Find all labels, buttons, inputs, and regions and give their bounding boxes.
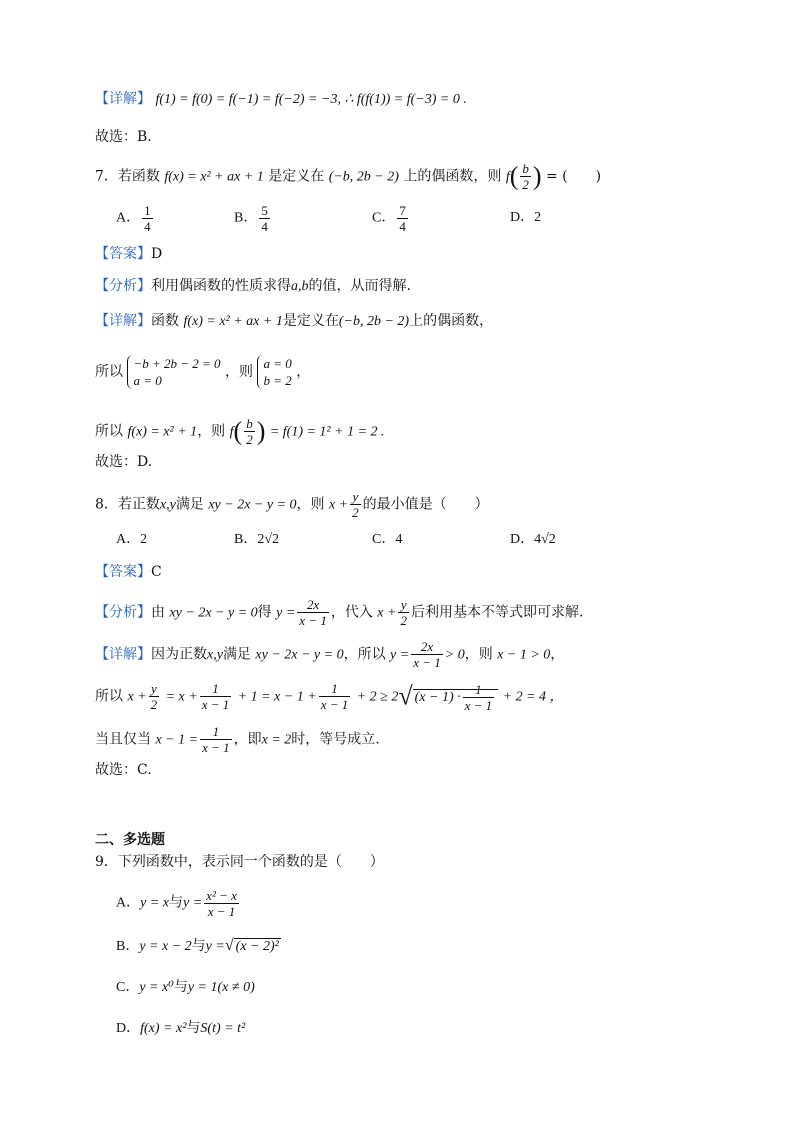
q7-stem-pre: 7．若函数 <box>95 168 160 185</box>
q7-choose: 故选：D. <box>95 454 153 470</box>
q7-system-line: 所以 −b + 2b − 2 = 0 a = 0 ，则 a = 0 b = 2 ， <box>95 356 311 388</box>
q7-analysis: 【分析】利用偶函数的性质求得a,b的值，从而得解. <box>95 278 411 294</box>
analysis-tag: 【分析】 <box>95 278 151 294</box>
q8-option-d: D．4√2 <box>510 532 556 547</box>
q7-stem-f: f <box>505 169 510 185</box>
q8-option-c: C．4 <box>372 532 403 547</box>
q7-stem-mid: 是定义在 <box>268 168 325 185</box>
q7-system-2: a = 0 b = 2 <box>257 355 291 389</box>
q8-detail: 【详解】因为正数x,y满足 xy − 2x − y = 0，所以 y = $\frac{2x}{x - 1}$ > 0，则 x − 1 > 0， <box>95 639 565 670</box>
q7-stem-func: f(x) = x² + ax + 1 <box>164 169 264 185</box>
q7-option-a: A． $\frac{1}{4}$ <box>116 203 151 234</box>
q7-result-line: 所以 f(x) = x² + 1，则 f( $\frac{b}{2}$ ) = f(1) = 1² + 1 = 2 . <box>95 416 385 447</box>
q7-stem-end: = ( ) <box>546 168 602 185</box>
q6-detail-line <box>95 89 467 110</box>
q6-choose: 故选：B. <box>95 129 152 145</box>
q7-system-1: −b + 2b − 2 = 0 a = 0 <box>127 355 220 389</box>
q8-calc: 所以 x + $\frac{y}{2}$ = x + $\frac{1}{x - 1}$ + 1 = x − 1 + $\frac{1}{x - 1}$ + 2 ≥ 2√ (x − 1) · $\frac{1}{x - 1}$ + 2 = 4 ， <box>95 681 564 713</box>
answer-tag: 【答案】 <box>95 246 151 262</box>
q7-stem-interval: (−b, 2b − 2) <box>328 169 399 185</box>
q9-option-a: A．y = x与y = $\frac{\text{x² − x}}{x - 1}$ <box>116 888 237 919</box>
q9-option-c: C．y = x⁰与y = 1(x ≠ 0) <box>116 980 255 995</box>
q7-detail: 【详解】函数 f(x) = x² + ax + 1是定义在(−b, 2b − 2)上的偶函数， <box>95 313 494 329</box>
q6-detail-math: f(1) = f(0) = f(−1) = f(−2) = −3, ∴ f(f(1)) = f(−3) = 0 . <box>155 92 467 107</box>
q8-analysis: 【分析】由 xy − 2x − y = 0得 y = $\frac{2x}{x - 1}$ ，代入 x + $\frac{y}{2}$ 后利用基本不等式即可求解. <box>95 597 584 628</box>
q7-stem: 7．若函数 f(x) = x² + ax + 1 是定义在 (−b, 2b − 2) 上的偶函数，则 f( $\frac{b}{2}$ ) = ( ) <box>95 161 602 192</box>
q8-option-b: B．2√2 <box>234 532 280 547</box>
q7-stem-post: 上的偶函数，则 <box>403 168 502 185</box>
q8-equality: 当且仅当 x − 1 = $\frac{1}{x - 1}$ ，即x = 2时，等号成立. <box>95 724 380 755</box>
q7-option-d: D．2 <box>510 210 542 225</box>
q8-answer: 【答案】C <box>95 564 162 580</box>
q9-option-d: D．f(x) = x²与S(t) = t² <box>116 1021 246 1036</box>
q7-answer-value: D <box>151 246 163 262</box>
q7-option-c: C． $\frac{7}{4}$ <box>372 203 406 234</box>
q8-choose: 故选：C. <box>95 762 152 778</box>
q9-option-b: B．y = x − 2与y =√ (x − 2)² <box>116 937 279 954</box>
q7-stem-fraction: $\frac{b}{2}$ <box>522 161 529 192</box>
detail-tag: 【详解】 <box>95 91 151 107</box>
section-title: 二、多选题 <box>95 832 165 848</box>
q8-option-a: A．2 <box>116 532 148 547</box>
q9-stem: 9．下列函数中，表示同一个函数的是（ ） <box>95 854 384 870</box>
q7-option-b: B． $\frac{5}{4}$ <box>234 203 268 234</box>
q7-answer <box>95 244 162 264</box>
q8-stem: 8．若正数x,y满足 xy − 2x − y = 0，则 x + $\frac{y}{2}$ 的最小值是（ ） <box>95 489 489 520</box>
